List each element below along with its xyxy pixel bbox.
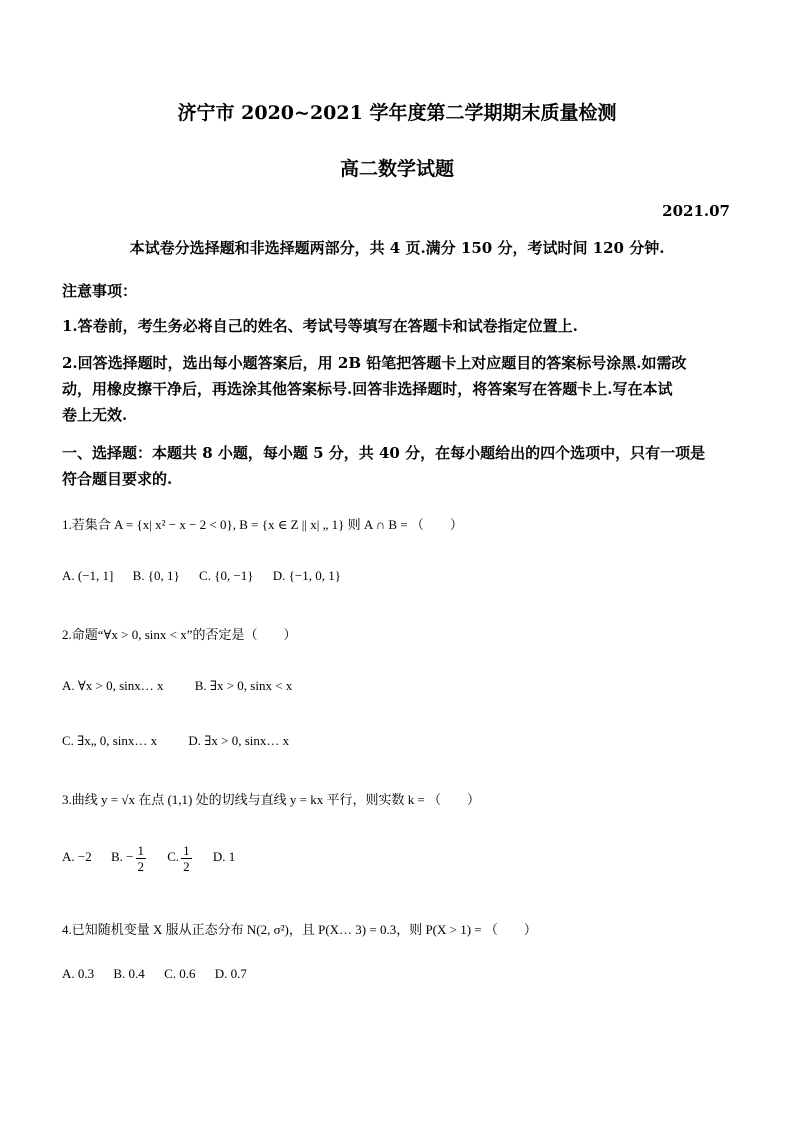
question-3-options — [62, 843, 251, 874]
exam-date: 2021.07 — [662, 202, 730, 220]
q2-option-d: D. ∃x > 0, sinx… x — [188, 733, 290, 748]
q3-option-c — [167, 843, 197, 874]
q1-option-d: D. {−1, 0, 1} — [272, 568, 341, 583]
q3-option-c-prefix: C. — [167, 849, 180, 865]
question-3-text: 3.曲线 y = √x 在点 (1,1) 处的切线与直线 y = kx 平行，则实数 k = （ ） — [62, 792, 481, 807]
q3-option-b-denominator: 2 — [137, 859, 144, 874]
q1-option-a: A. (−1, 1] — [62, 568, 114, 583]
q4-option-c: C. 0.6 — [164, 966, 196, 981]
question-1-options — [62, 568, 357, 584]
note-2-line-1: 2.回答选择题时，选出每小题答案后，用 2B 铅笔把答题卡上对应题目的答案标号涂黑.如需改 — [62, 354, 687, 372]
q2-option-c: C. ∃x„ 0, sinx… x — [62, 733, 158, 748]
section-1-line-2: 符合题目要求的. — [62, 470, 173, 488]
exam-intro: 本试卷分选择题和非选择题两部分，共 4 页.满分 150 分，考试时间 120 分钟. — [129, 239, 665, 257]
q3-option-b — [110, 843, 151, 874]
question-2-options-row-2 — [62, 733, 305, 749]
note-2-line-2: 动，用橡皮擦干净后，再选涂其他答案标号.回答非选择题时，将答案写在答题卡上.写在本试 — [62, 380, 673, 398]
q2-option-b: B. ∃x > 0, sinx < x — [194, 678, 293, 693]
question-4-options — [62, 966, 263, 982]
q4-option-d: D. 0.7 — [214, 966, 247, 981]
q1-option-b: B. {0, 1} — [132, 568, 180, 583]
notes-heading: 注意事项： — [62, 282, 138, 300]
q3-option-c-denominator: 2 — [183, 859, 190, 874]
q3-option-b-prefix: B. − — [110, 849, 134, 865]
q2-option-a: A. ∀x > 0, sinx… x — [62, 678, 164, 693]
question-2-text: 2.命题“∀x > 0, sinx < x”的否定是（ ） — [62, 627, 297, 642]
q3-option-b-fraction — [136, 843, 147, 874]
q3-option-d: D. 1 — [212, 849, 236, 865]
q3-option-c-numerator: 1 — [183, 843, 190, 858]
question-1-text: 1.若集合 A = {x| x² − x − 2 < 0}, B = {x ∈ Z || x| „ 1} 则 A ∩ B = （ ） — [62, 517, 463, 532]
q4-option-a: A. 0.3 — [62, 966, 95, 981]
q4-option-b: B. 0.4 — [113, 966, 145, 981]
question-4-text: 4.已知随机变量 X 服从正态分布 N(2, σ²)，且 P(X… 3) = 0.3，则 P(X > 1) = （ ） — [62, 922, 537, 937]
q3-option-b-numerator: 1 — [137, 843, 144, 858]
section-1-line-1: 一、选择题：本题共 8 小题，每小题 5 分，共 40 分，在每小题给出的四个选项中，只有一项是 — [62, 444, 706, 462]
note-1: 1.答卷前，考生务必将自己的姓名、考试号等填写在答题卡和试卷指定位置上. — [62, 317, 578, 335]
q1-option-c: C. {0, −1} — [199, 568, 254, 583]
exam-subtitle: 高二数学试题 — [339, 158, 454, 180]
question-2-options-row-1 — [62, 678, 308, 694]
exam-title: 济宁市 2020~2021 学年度第二学期期末质量检测 — [177, 102, 617, 124]
q3-option-c-fraction — [181, 843, 192, 874]
q3-option-a: A. −2 — [62, 849, 92, 865]
note-2-line-3: 卷上无效. — [62, 406, 128, 424]
